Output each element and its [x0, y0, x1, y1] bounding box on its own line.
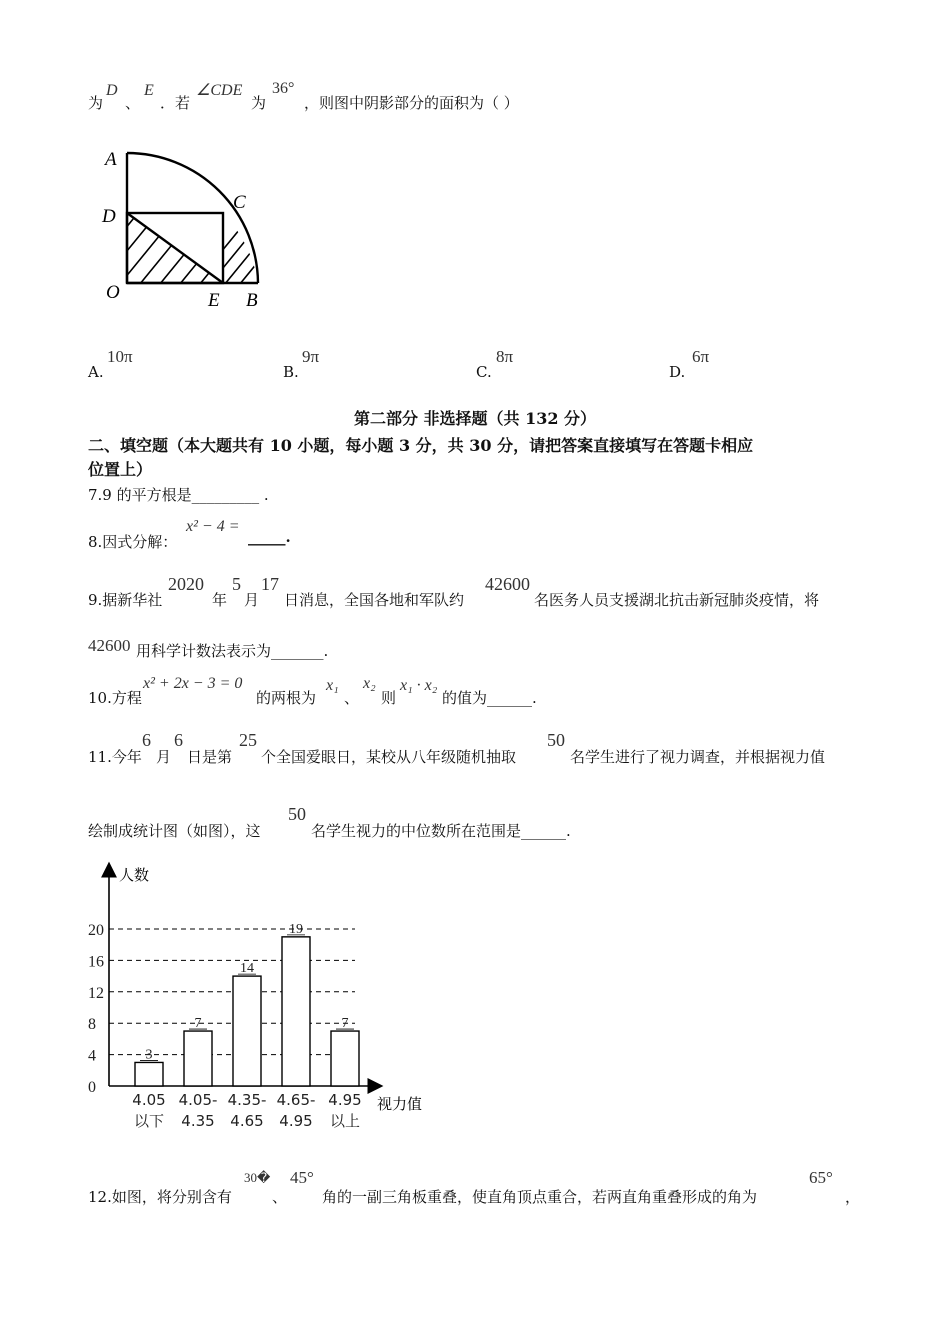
quarter-circle-figure — [95, 140, 275, 315]
option-d-value: 6π — [692, 347, 710, 366]
y-tick-label: 0 — [88, 1079, 96, 1096]
q11-line2-p2: 名学生视力的中位数所在范围是______. — [311, 822, 571, 840]
q10-p1: 10.方程 — [88, 689, 142, 707]
question-7: 7.9 的平方根是_________ . — [88, 486, 269, 504]
q9-p3: 月 — [244, 591, 260, 609]
option-b-value: 9π — [302, 347, 320, 366]
bar-value-label: 3 — [145, 1047, 153, 1063]
label-e: E — [208, 290, 220, 311]
label-c: C — [233, 192, 246, 213]
q8-blank: _____. — [248, 528, 291, 546]
bar-value-label: 19 — [289, 921, 303, 937]
q10-p4: 的值为______. — [442, 689, 537, 707]
x-tick-label: 以上 — [329, 1112, 361, 1130]
q9-year: 2020 — [168, 574, 204, 594]
q11-p2: 月 — [156, 748, 172, 766]
q12-p3: ， — [845, 1188, 861, 1206]
q10-x2: x₂ — [363, 675, 376, 692]
label-a: A — [105, 149, 117, 170]
q10-x1: x₁ — [326, 677, 339, 694]
x-tick-label: 4.35 — [181, 1112, 215, 1130]
q9-day: 17 — [261, 574, 279, 594]
segment-de — [127, 213, 223, 283]
q11-p4: 个全国爱眼日，某校从八年级随机抽取 — [261, 748, 517, 766]
option-d-letter: D. — [669, 363, 686, 381]
y-tick-label: 4 — [88, 1047, 96, 1065]
bar — [184, 1031, 212, 1086]
q9-p2: 年 — [212, 591, 228, 609]
q6-prefix: 为 — [88, 94, 104, 112]
q11-edition: 25 — [239, 730, 257, 750]
q11-p3: 日是第 — [187, 748, 233, 766]
q11-day: 6 — [174, 730, 183, 750]
section-two-line2: 位置上） — [88, 460, 153, 479]
x-tick-labels — [132, 1091, 361, 1130]
q6-point-e: E — [144, 82, 154, 99]
label-d: D — [102, 206, 116, 227]
q12-angle2: 45° — [290, 1168, 314, 1187]
section-two-line1: 二、填空题（本大题共有 10 小题，每小题 3 分，共 30 分，请把答案直接填写在答题卡相应 — [88, 436, 754, 455]
q11-sample: 50 — [547, 730, 565, 750]
x-axis-label: 视力值 — [377, 1095, 423, 1113]
bar — [135, 1062, 163, 1086]
x-tick-label: 4.05- — [178, 1091, 218, 1109]
x-tick-label: 4.65- — [276, 1091, 316, 1109]
x-tick-label: 4.95 — [328, 1091, 362, 1109]
q8-expression: x² − 4 = — [186, 518, 240, 535]
q11-line2-number: 50 — [288, 804, 306, 824]
x-tick-label: 4.95 — [279, 1112, 313, 1130]
option-c-letter: C. — [476, 363, 492, 381]
q12-p2: 角的一副三角板重叠，使直角顶点重合，若两直角重叠形成的角为 — [322, 1188, 758, 1206]
vision-bar-chart — [85, 858, 445, 1143]
q6-wei: 为 — [251, 94, 267, 112]
q11-p5: 名学生进行了视力调查，并根据视力值 — [570, 748, 826, 766]
q10-sep: 、 — [344, 689, 360, 707]
y-tick-label: 8 — [88, 1016, 96, 1034]
q6-degree: 36° — [272, 80, 295, 97]
q11-line2-p1: 绘制成统计图（如图），这 — [88, 822, 261, 840]
q10-product: x₁ · x₂ — [400, 677, 438, 694]
q9-p1: 9.据新华社 — [88, 591, 163, 609]
option-a-letter: A. — [88, 363, 104, 381]
q9-line2-number: 42600 — [88, 636, 131, 655]
q11-p1: 11.今年 — [88, 748, 142, 766]
q6-point-d: D — [106, 82, 118, 99]
x-tick-label: 以下 — [133, 1112, 165, 1130]
bar — [233, 976, 261, 1086]
q12-p1: 12.如图，将分别含有 — [88, 1188, 232, 1206]
q12-angle1: 30� — [244, 1170, 271, 1185]
option-a-value: 10π — [107, 347, 133, 366]
y-tick-labels — [88, 922, 104, 1096]
q6-mid: ．若 — [160, 94, 191, 112]
q12-sep: 、 — [272, 1188, 288, 1206]
q8-prefix: 8.因式分解： — [88, 533, 178, 551]
q6-sep: 、 — [125, 94, 141, 112]
bar-value-label: 7 — [341, 1016, 349, 1032]
q11-month: 6 — [142, 730, 151, 750]
q9-p5: 名医务人员支援湖北抗击新冠肺炎疫情，将 — [534, 591, 820, 609]
q6-angle: ∠CDE — [196, 82, 243, 99]
q9-month: 5 — [232, 574, 241, 594]
arc-ab — [127, 153, 258, 283]
y-tick-label: 20 — [88, 922, 104, 939]
y-axis-label: 人数 — [119, 866, 150, 884]
bar-value-label: 7 — [194, 1016, 202, 1032]
y-tick-label: 12 — [88, 984, 104, 1002]
option-b-letter: B. — [283, 363, 299, 381]
bar-value-label: 14 — [240, 961, 254, 977]
label-b: B — [246, 290, 258, 311]
x-tick-label: 4.65 — [230, 1112, 264, 1130]
option-c-value: 8π — [496, 347, 514, 366]
q10-equation: x² + 2x − 3 = 0 — [143, 675, 243, 692]
part-two-title: 第二部分 非选择题（共 132 分） — [353, 409, 597, 428]
q9-count: 42600 — [485, 574, 530, 594]
y-tick-label: 16 — [88, 953, 104, 971]
bars — [135, 922, 359, 1086]
bar — [282, 937, 310, 1086]
q9-line2-text: 用科学计数法表示为_______. — [136, 642, 329, 660]
q9-p4: 日消息，全国各地和军队约 — [284, 591, 465, 609]
q12-angle3: 65° — [809, 1168, 833, 1187]
q10-p3: 则 — [381, 689, 397, 707]
x-tick-label: 4.35- — [227, 1091, 267, 1109]
q10-p2: 的两根为 — [256, 689, 317, 707]
q6-suffix: ，则图中阴影部分的面积为（ ） — [304, 94, 519, 112]
x-tick-label: 4.05 — [132, 1091, 166, 1109]
label-o: O — [106, 282, 120, 303]
bar — [331, 1031, 359, 1086]
gridlines — [109, 929, 355, 1055]
